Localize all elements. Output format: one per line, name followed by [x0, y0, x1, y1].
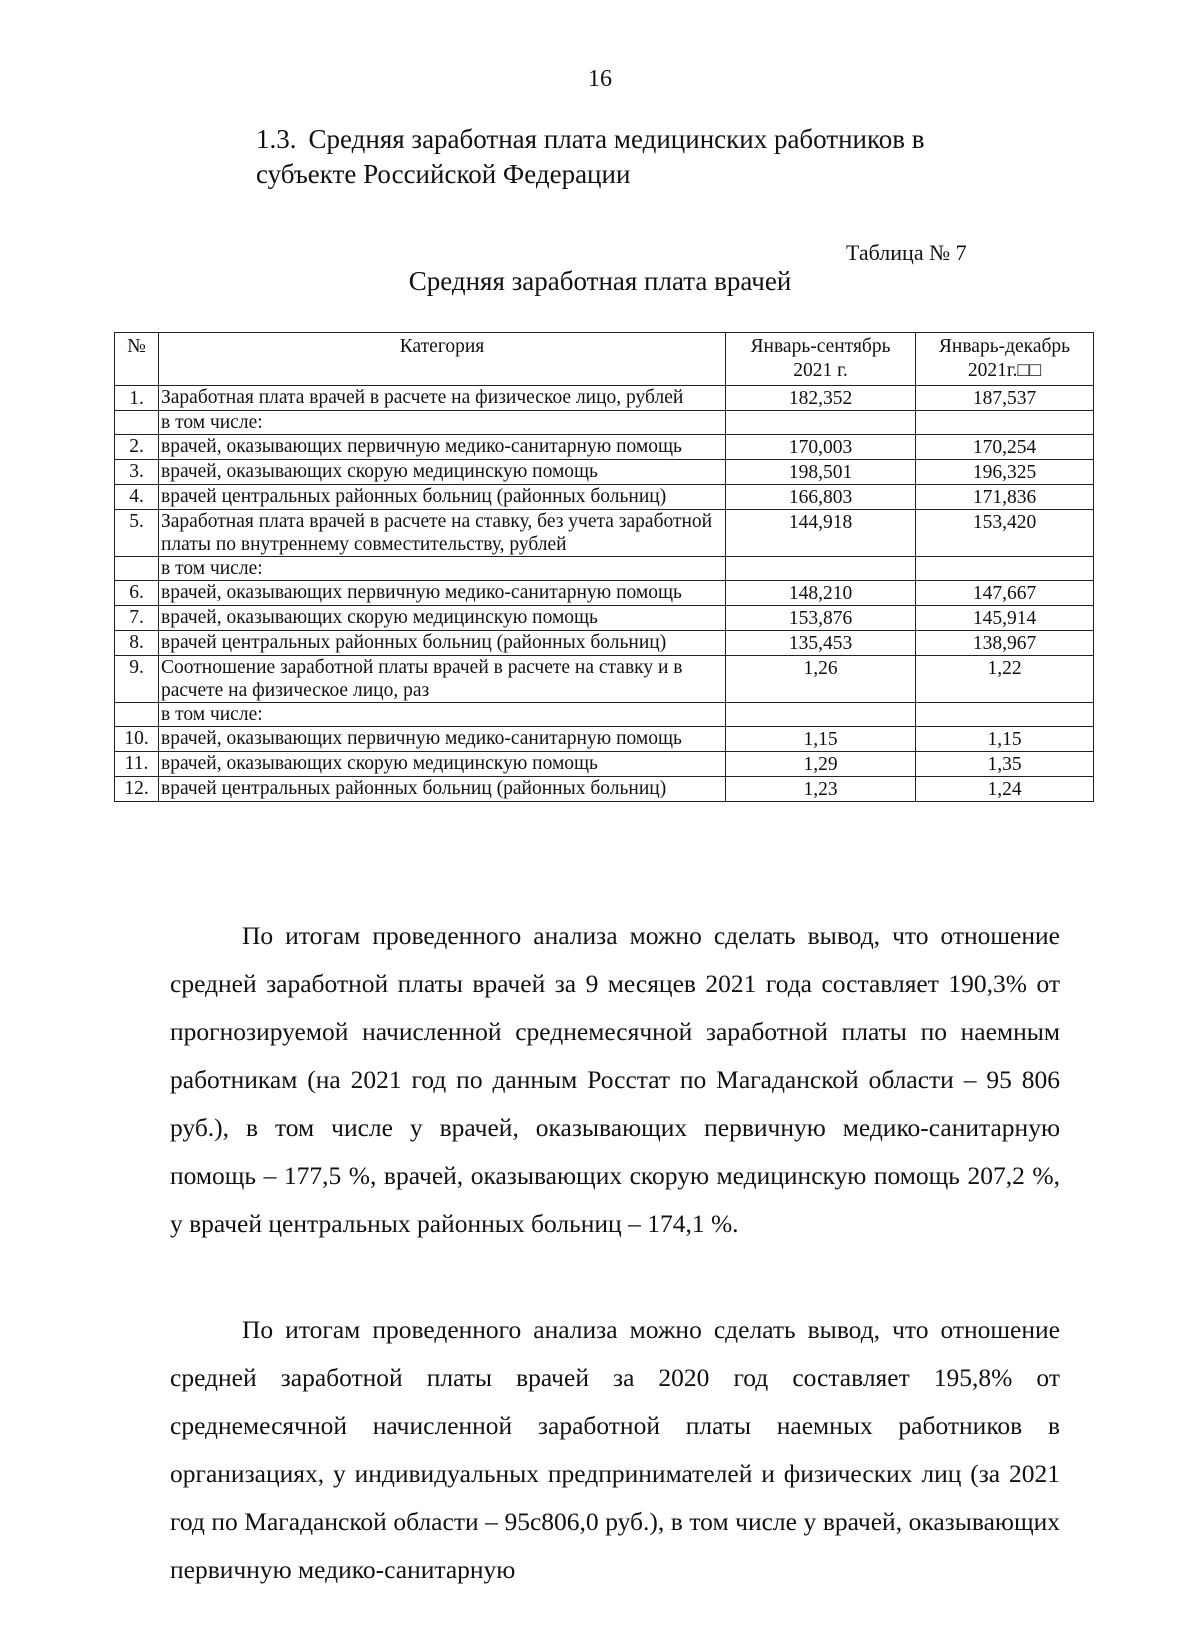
table-row	[115, 581, 1094, 606]
table-row	[115, 386, 1094, 411]
value-jan-sep: 1,15	[726, 727, 916, 752]
table-header-row	[115, 333, 1094, 386]
value-jan-dec: 147,667	[916, 581, 1094, 606]
row-category: врачей центральных районных больниц (районных больниц)	[159, 631, 726, 656]
table-label: Таблица № 7	[846, 240, 967, 265]
row-category: врачей центральных районных больниц (районных больниц)	[159, 777, 726, 802]
value-jan-sep: 1,26	[726, 656, 916, 703]
section-number: 1.3.	[256, 124, 297, 154]
row-category: врачей, оказывающих первичную медико-санитарную помощь	[159, 435, 726, 460]
row-number: 4.	[115, 485, 159, 510]
value-jan-dec	[916, 557, 1094, 581]
section-heading	[256, 122, 976, 192]
page-number: 16	[588, 66, 612, 92]
value-jan-sep: 182,352	[726, 386, 916, 411]
table-row	[115, 557, 1094, 581]
value-jan-sep: 1,23	[726, 777, 916, 802]
row-number: 11.	[115, 752, 159, 777]
table-row	[115, 631, 1094, 656]
row-category: в том числе:	[159, 411, 726, 435]
conclusion-paragraph-1: По итогам проведенного анализа можно сделать вывод, что отношение средней заработной платы врачей за 9 месяцев 2021 года составляет 190,3% от прогнозируемой начисленной среднемесячной заработной платы по наемным работникам (на 2021 год по данным Росстат по Магаданской области – 95 806 руб.), в том числе у врачей, оказывающих первичную медико-санитарную помощь – 177,5 %, врачей, оказывающих скорую медицинскую помощь 207,2 %, у врачей центральных районных больниц – 174,1 %.	[170, 920, 1060, 1238]
row-number: 10.	[115, 727, 159, 752]
row-number: 5.	[115, 510, 159, 557]
table-row	[115, 703, 1094, 727]
row-number: 7.	[115, 606, 159, 631]
row-category: в том числе:	[159, 703, 726, 727]
header-category: Категория	[159, 333, 726, 386]
header-jan-dec: Январь-декабрь 2021г.□□	[916, 333, 1094, 386]
row-category: в том числе:	[159, 557, 726, 581]
row-number: 2.	[115, 435, 159, 460]
value-jan-dec: 145,914	[916, 606, 1094, 631]
table-body	[115, 386, 1094, 802]
value-jan-sep: 135,453	[726, 631, 916, 656]
row-category: врачей, оказывающих скорую медицинскую помощь	[159, 460, 726, 485]
row-number: 9.	[115, 656, 159, 703]
table-title: Средняя заработная плата врачей	[408, 266, 792, 296]
row-number: 3.	[115, 460, 159, 485]
value-jan-sep: 153,876	[726, 606, 916, 631]
value-jan-dec: 1,24	[916, 777, 1094, 802]
header-no: №	[115, 333, 159, 386]
row-number: 1.	[115, 386, 159, 411]
row-number: 6.	[115, 581, 159, 606]
value-jan-sep: 170,003	[726, 435, 916, 460]
table-row	[115, 510, 1094, 557]
row-category: врачей, оказывающих первичную медико-санитарную помощь	[159, 581, 726, 606]
value-jan-dec: 171,836	[916, 485, 1094, 510]
table-row	[115, 435, 1094, 460]
table-row	[115, 606, 1094, 631]
table-row	[115, 460, 1094, 485]
value-jan-sep: 1,29	[726, 752, 916, 777]
value-jan-dec	[916, 411, 1094, 435]
conclusion-paragraph-2: По итогам проведенного анализа можно сделать вывод, что отношение средней заработной платы врачей за 2020 год составляет 195,8% от среднемесячной начисленной заработной платы наемных работников в организациях, у индивидуальных предпринимателей и физических лиц (за 2021 год по Магаданской области – 95с806,0 руб.), в том числе у врачей, оказывающих первичную медико-санитарную	[170, 1314, 1060, 1584]
value-jan-dec: 1,35	[916, 752, 1094, 777]
table-row	[115, 411, 1094, 435]
value-jan-dec	[916, 703, 1094, 727]
row-category: Заработная плата врачей в расчете на физическое лицо, рублей	[159, 386, 726, 411]
value-jan-sep: 144,918	[726, 510, 916, 557]
value-jan-dec: 138,967	[916, 631, 1094, 656]
value-jan-dec: 153,420	[916, 510, 1094, 557]
table-row	[115, 752, 1094, 777]
section-title: Средняя заработная плата медицинских работников в субъекте Российской Федерации	[256, 124, 925, 189]
row-number	[115, 411, 159, 435]
value-jan-sep: 166,803	[726, 485, 916, 510]
value-jan-dec: 187,537	[916, 386, 1094, 411]
row-category: врачей, оказывающих скорую медицинскую помощь	[159, 606, 726, 631]
row-category: врачей, оказывающих первичную медико-санитарную помощь	[159, 727, 726, 752]
row-number	[115, 703, 159, 727]
value-jan-sep	[726, 411, 916, 435]
row-number: 12.	[115, 777, 159, 802]
value-jan-sep: 148,210	[726, 581, 916, 606]
row-number	[115, 557, 159, 581]
row-number: 8.	[115, 631, 159, 656]
value-jan-sep: 198,501	[726, 460, 916, 485]
salary-table	[114, 332, 1094, 802]
table-row	[115, 485, 1094, 510]
row-category: Заработная плата врачей в расчете на ставку, без учета заработной платы по внутреннему совместительству, рублей	[159, 510, 726, 557]
value-jan-dec: 1,22	[916, 656, 1094, 703]
value-jan-sep	[726, 557, 916, 581]
value-jan-dec: 1,15	[916, 727, 1094, 752]
table-row	[115, 656, 1094, 703]
value-jan-dec: 196,325	[916, 460, 1094, 485]
table-row	[115, 777, 1094, 802]
row-category: Соотношение заработной платы врачей в расчете на ставку и в расчете на физическое лицо, раз	[159, 656, 726, 703]
table-row	[115, 727, 1094, 752]
header-jan-sep: Январь-сентябрь 2021 г.	[726, 333, 916, 386]
row-category: врачей центральных районных больниц (районных больниц)	[159, 485, 726, 510]
row-category: врачей, оказывающих скорую медицинскую помощь	[159, 752, 726, 777]
value-jan-dec: 170,254	[916, 435, 1094, 460]
value-jan-sep	[726, 703, 916, 727]
